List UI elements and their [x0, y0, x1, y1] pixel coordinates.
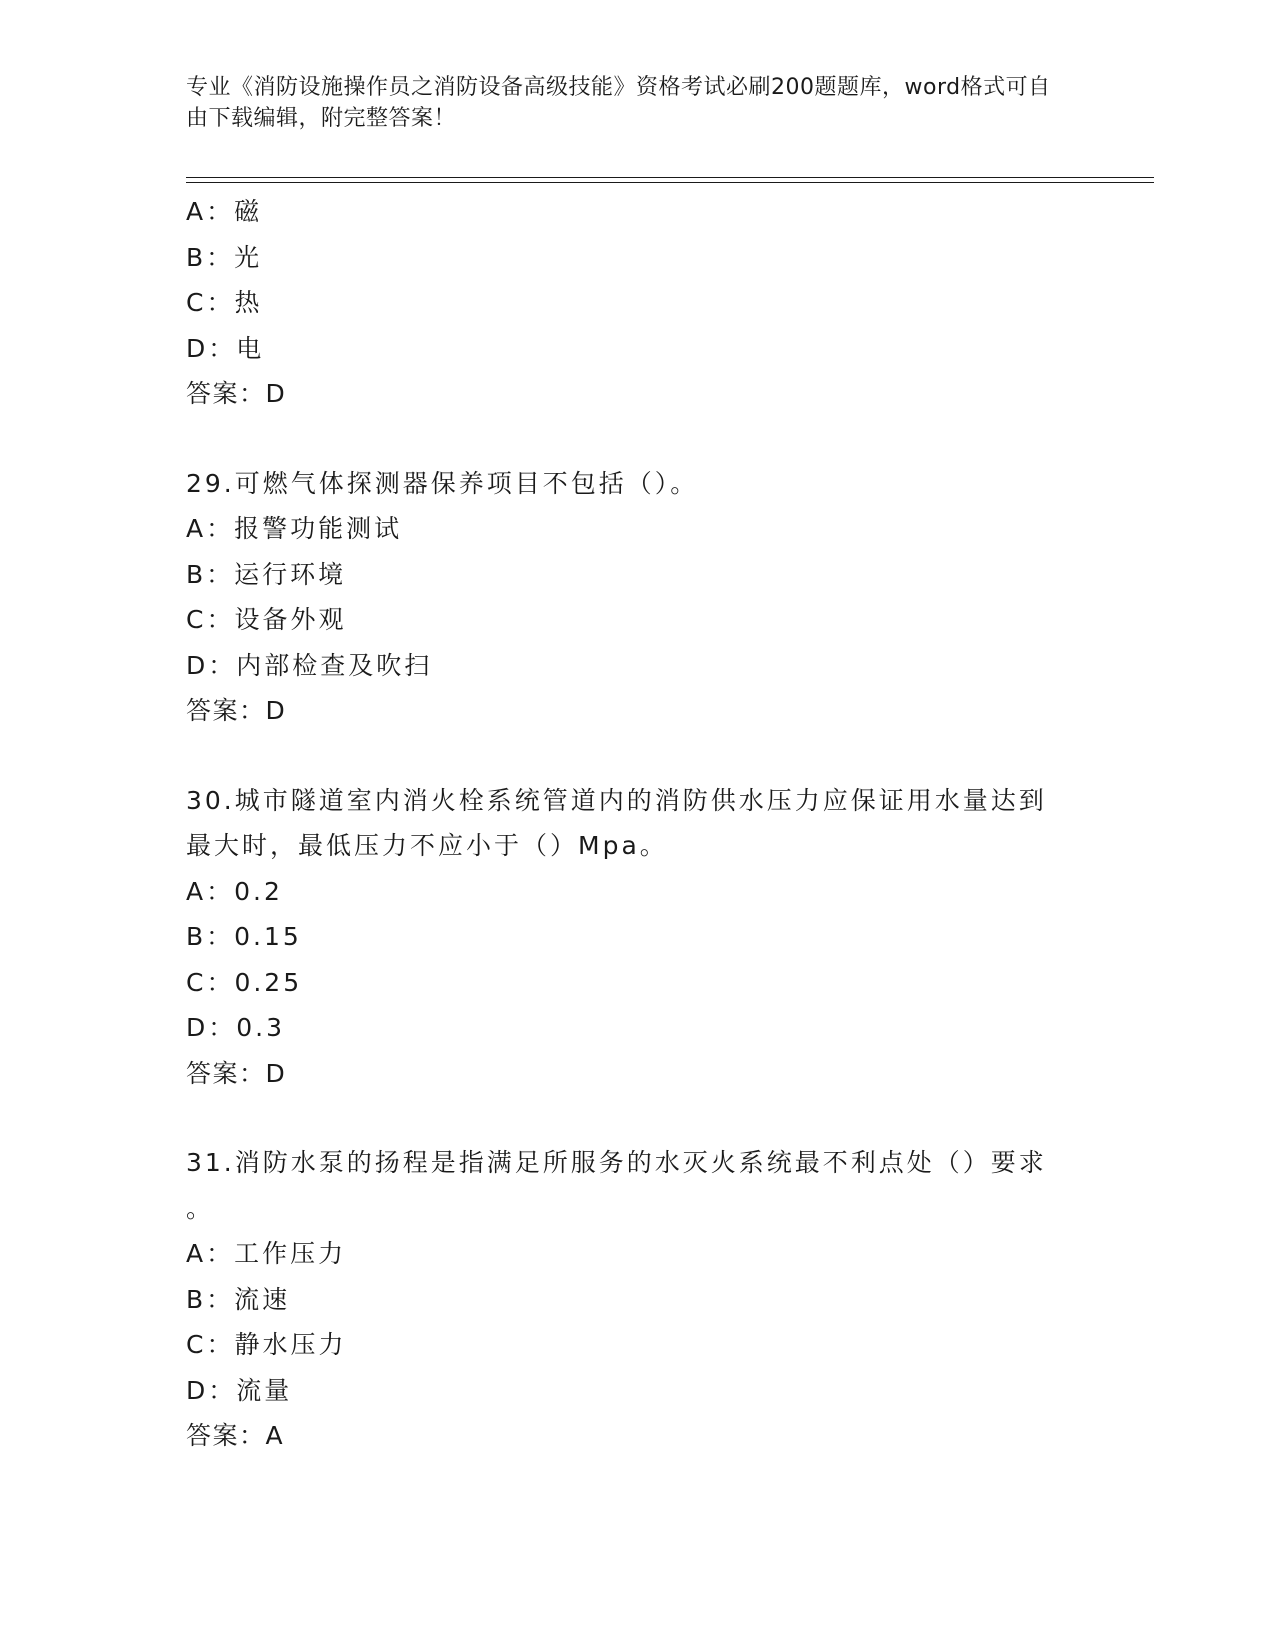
answer: 答案：D: [186, 696, 287, 725]
document-body: [186, 189, 1066, 1459]
option-d: D：电: [186, 333, 265, 363]
question-31-block: [186, 1140, 1066, 1459]
option-b: B：0.15: [186, 922, 302, 951]
question-29-block: [186, 461, 1066, 734]
question-30-block: [186, 778, 1066, 1097]
question-text-line-1: 30.城市隧道室内消火栓系统管道内的消防供水压力应保证用水量达到: [186, 785, 1047, 815]
question-text: 29.可燃气体探测器保养项目不包括（）。: [186, 468, 699, 498]
question-text-line-2: 最大时，最低压力不应小于（）Mpa。: [186, 831, 668, 860]
question-28-block: [186, 189, 1066, 417]
option-c: C：0.25: [186, 967, 303, 997]
option-a: A：0.2: [186, 876, 283, 906]
option-b: B：运行环境: [186, 559, 347, 589]
option-b: B：光: [186, 242, 263, 272]
answer: 答案：D: [186, 1058, 287, 1088]
header-rule-top: [186, 177, 1154, 178]
answer: 答案：D: [186, 379, 287, 408]
document-header: 专业《消防设施操作员之消防设备高级技能》资格考试必刷200题题库，word格式可自由下载编辑，附完整答案！: [186, 75, 1051, 131]
option-d: D：内部检查及吹扫: [186, 650, 433, 680]
option-b: B：流速: [186, 1284, 291, 1314]
option-c: C：热: [186, 288, 263, 317]
header-rule-bottom: [186, 182, 1154, 183]
option-a: A：报警功能测试: [186, 514, 403, 543]
answer: 答案：A: [186, 1421, 285, 1450]
option-c: C：设备外观: [186, 605, 347, 634]
option-d: D：流量: [186, 1375, 293, 1405]
option-a: A：磁: [186, 197, 263, 226]
option-c: C：静水压力: [186, 1330, 347, 1359]
question-text-line-2: 。: [186, 1193, 215, 1223]
question-text-line-1: 31.消防水泵的扬程是指满足所服务的水灭火系统最不利点处（）要求: [186, 1148, 1047, 1177]
option-d: D：0.3: [186, 1013, 286, 1042]
option-a: A：工作压力: [186, 1239, 347, 1268]
